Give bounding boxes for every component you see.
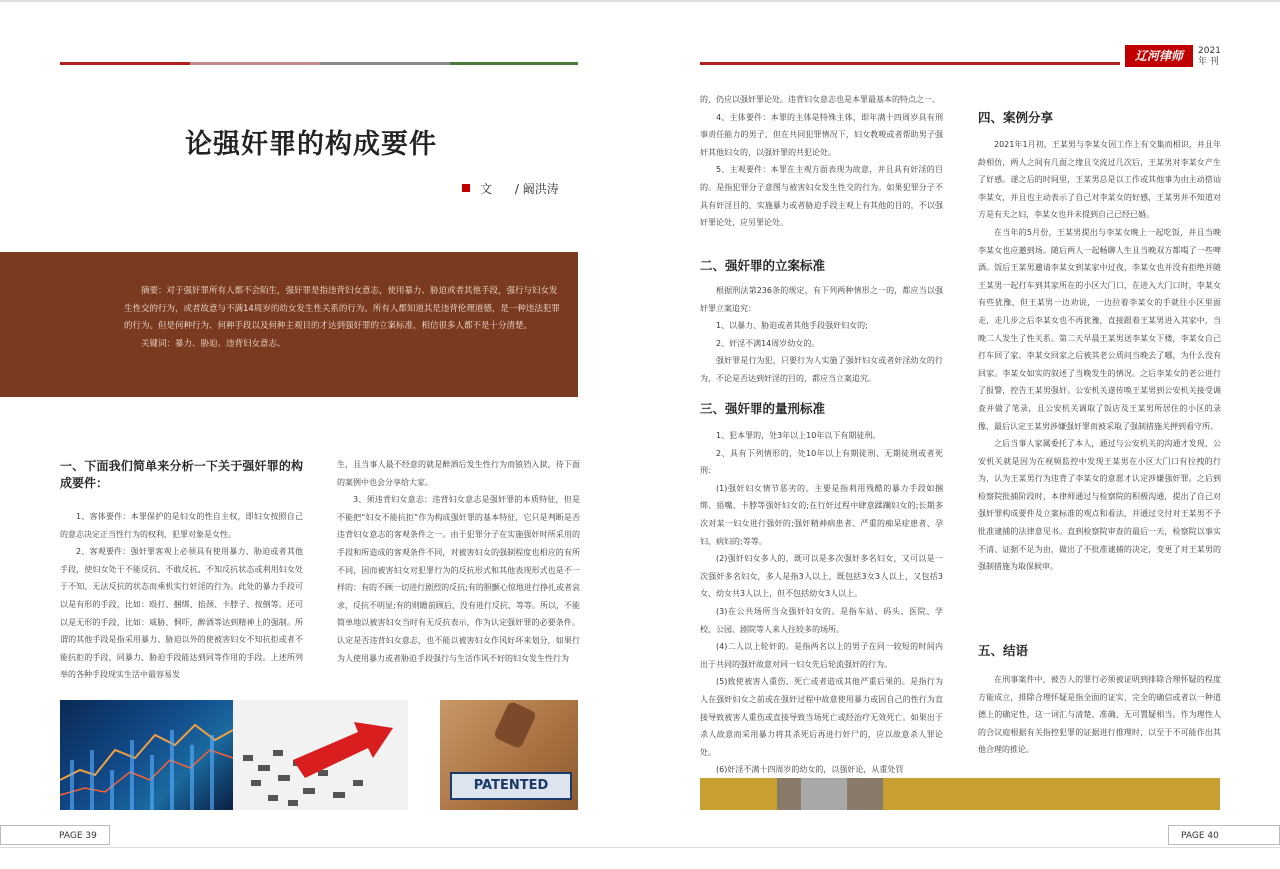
arrow-blocks-icon (233, 700, 408, 810)
left-column-2: 生，且当事人最不经意的就是醉酒后发生性行为而锒铛入狱。待下面的案例中也会分享给大家。 3、须违背妇女意志：违背妇女意志是强奸罪的本质特征，但是不能把“妇女不能抗拒”作为构成强奸罪的基本特征，它只是判断是否违背妇女意志的客观条件之一。由于犯罪分子在实施强奸时所采用的手段和所造成的客观条件不同，对被害妇女的强制程度也相应的有所不同，因而被害妇女对犯罪行为的反抗形式和其他表现形式也是不一样的：有的不顾一切进行剧烈的反抗;有的胆颤心惊地进行挣扎或者哀求，反抗不明显;有的则瞻前顾后，没有进行反抗、等等。所以，不能简单地以被害妇女当时有无反抗表示，作为认定强奸罪的必要条件。认定是否违背妇女意志，也不能以被害妇女作风好坏来划分，如果行为人使用暴力或者胁迫手段强行与生活作风不好的妇女发生性行为 (337, 460, 580, 663)
author-square-icon (462, 184, 470, 192)
section5-body: 在刑事案件中，被告人的罪行必须被证明到排除合理怀疑的程度方能成立，排除合理怀疑是指全面的证实，完全的确信或者以一种道德上的确定性，这一词汇与清楚、准确、无可置疑相当。作为理性人的合议庭根据有关指控犯罪的证据进行推理时，以至于不可能作出其他合理的推论。 (978, 675, 1221, 755)
page-number-right: PAGE 40 (1168, 825, 1280, 845)
article-author: 文 / 阚洪涛 (462, 180, 559, 197)
image-patent-stamp (440, 700, 578, 810)
stripe-green (450, 62, 578, 65)
footer-band-block-2 (801, 778, 847, 810)
keywords: 关键词：暴力、胁迫、违背妇女意志、 (141, 338, 286, 349)
page-number-left: PAGE 39 (0, 825, 110, 845)
chart-lines-icon (60, 700, 233, 810)
magazine-logo (1125, 45, 1193, 67)
stripe-gray (320, 62, 450, 65)
stripe-pink (190, 62, 320, 65)
section4-body: 2021年1月初，王某男与李某女因工作上有交集而相识，并且年龄相仿，两人之间有几面之缘且交流过几次后，王某男对李某女产生了好感。遂之后的时间里，王某男总是以工作或其他事为由主动搭讪李某女，并且也主动表示了自己对李某女的好感，王某男并不知道对方是有夫之妇，李某女也并未提到自己已经已婚。 在当年的5月份，王某男提出与李某女晚上一起吃饭，并且当晚李某女也应邀到场。随后两人一起畅聊人生且当晚双方都喝了一些啤酒。饭后王某男邀请李某女到某家中过夜，李某女也并没有拒绝并随王某男一起打车到其家所在的小区大门口，在进入大门口时，李某女有些犹豫，但王某男一边劝说，一边拉着李某女的手就往小区里面走，走几步之后李某女也不再犹豫，直接跟着王某男进入其家中，当晚二人发生了性关系。第二天早晨王某男送李某女下楼，李某女自己打车回了家。李某女回家之后被其老公质问当晚去了哪，为什么没有回家。李某女如实的叙述了当晚发生的情况。之后李某女的老公进行了报警，控告王某男强奸。公安机关遂传唤王某男到公安机关接受调查并做了笔录，且公安机关调取了饭店及王某男所居住的小区的录像，最后认定王某男涉嫌强奸罪而被采取了强制措施关押到看守所。 之后当事人家属委托了本人，通过与公安机关的沟通才发现，公安机关就是因为在视频监控中发现王某男在小区大门口有拉拽的行为，认为王某男行为违背了李某女的意愿才认定涉嫌强奸罪。之后到检察院批捕阶段时，本律师通过与检察院的积极沟通，提出了自己对强奸罪构成要件及立案标准的观点和看法，并通过交付对王某男不予批准逮捕的法律意见书。直到检察院审查的最后一天，检察院以事实不清、证据不足为由，做出了不批准逮捕的决定，变更了对王某男的强制措施为取保候审。 (978, 140, 1221, 572)
section3-heading: 三、强奸罪的量刑标准 (700, 401, 826, 416)
section2-heading: 二、强奸罪的立案标准 (700, 258, 826, 273)
magazine-name: 辽河律师 (1134, 49, 1183, 63)
stripe-red (60, 62, 190, 65)
left-column-1: 一、下面我们简单来分析一下关于强奸罪的构成要件： 1、客体要件：本罪保护的是妇女的性自主权，即妇女按照自己的意志决定正当性行为的权利，犯罪对象是女性。 2、客观要件：强奸罪客观上必须具有使用暴力、胁迫或者其他手段，使妇女处于不能反抗、不敢反抗、不知反抗状态或利用妇女处于不知、无法反抗的状态而乘机实行奸淫的行为。此处的暴力手段可以是有形的手段，比如：殴打、捆绑、掐颈、卡脖子、按倒等。还可以是无形的手段，比如：威胁、恫吓，醉酒等达到精神上的强制。所谓的其他手段是指采用暴力、胁迫以外的使被害妇女不知抗拒或者不能抗拒的手段，同暴力、胁迫手段能达到同等作用的手段。上述所列举的各种手段现实生活中最容易发 (60, 459, 303, 680)
right-column-1: 的，仍应以强奸罪论处。违背妇女意志也是本罪最基本的特点之一。 4、主体要件：本罪的主体是特殊主体，即年满十四周岁具有刑事责任能力的男子，但在共同犯罪情况下，妇女教唆或者帮助男子强奸其他妇女的，以强奸罪的共犯论处。 5、主观要件：本罪在主观方面表现为故意，并且具有奸淫的目的。是指犯罪分子意图与被害妇女发生性交的行为。如果犯罪分子不具有奸淫目的，实施暴力或者胁迫手段主观上有其他的目的，不以强奸罪论处，应另罪论处。 (700, 95, 943, 228)
section2-body: 根据刑法第236条的规定，有下列两种情形之一的，都应当以强奸罪立案追究： 1、以暴力、胁迫或者其他手段强奸妇女的; 2、奸淫不满14周岁幼女的。 强奸罪是行为犯，只要行为人实施了强奸妇女或者奸淫幼女的行为，不论是否达到奸淫的目的，都应当立案追究。 (700, 286, 943, 383)
image-red-arrow (233, 700, 408, 810)
abstract-text (124, 283, 560, 353)
section3-body: 1、犯本罪的，处3年以上10年以下有期徒刑。 2、具有下列情形的，处10年以上有期徒刑、无期徒刑或者死刑： (1)强奸妇女情节恶劣的。主要是指利用残酷的暴力手段如捆绑、捂嘴、卡脖等强奸妇女的;在行奸过程中肆意蹂躏妇女的;长期多次对某一妇女进行强奸的;强奸精神病患者、严重的痴呆症患者、孕妇、病妇的;等等。 (2)强奸妇女多人的，既可以是多次强奸多名妇女，又可以是一次强奸多名妇女，多人是指3人以上，既包括3女3人以上，又包括3女、幼女共3人以上，但不包括幼女3人以上。 (3)在公共场所当众强奸妇女的。是指车站、码头、医院、学校、公园、剧院等人来人往较多的场所。 (4)二人以上轮奸的。是指两名以上的男子在同一较短的时间内出于共同的强奸故意对同一妇女先后轮流强奸的行为。 (5)致使被害人重伤、死亡或者造成其他严重后果的。是指行为人在强奸妇女之前或在强奸过程中故意使用暴力或因自己的性行为直接导致被害人重伤或直接导致当场死亡或经治疗无效死亡。如果出于杀人故意而采用暴力将其杀死后再进行奸尸的，应以故意杀人罪论处。 (6)奸淫不满十四周岁的幼女的，以强奸论，从重处罚 (700, 431, 943, 775)
bottom-border (0, 847, 1280, 848)
footer-band-block-3 (847, 778, 883, 810)
section4-heading: 四、案例分享 (978, 110, 1054, 125)
top-border (0, 0, 1280, 2)
section5-heading: 五、结语 (978, 643, 1029, 658)
stamp-handle (493, 701, 537, 750)
magazine-year: 2021 年 刊 (1198, 46, 1221, 67)
article-title: 论强奸罪的构成要件 (185, 129, 437, 160)
image-finance-chart (60, 700, 233, 810)
abstract: 摘要：对于强奸罪所有人都不会陌生，强奸罪是指违背妇女意志，使用暴力、胁迫或者其他手段，强行与妇女发生性交的行为，或者故意与不满14周岁的幼女发生性关系的行为。所有人都知道其是违背伦理道德，是一种违法犯罪的行为。但是何种行为、何种手段以及何种主观目的才达到强奸罪的立案标准，相信很多人都不是十分清楚。 (124, 286, 560, 331)
section1-heading: 一、下面我们简单来分析一下关于强奸罪的构成要件： (60, 459, 303, 490)
stripe-right-red (700, 62, 1120, 65)
patent-label: PATENTED (450, 772, 572, 800)
footer-band-block-1 (777, 778, 801, 810)
